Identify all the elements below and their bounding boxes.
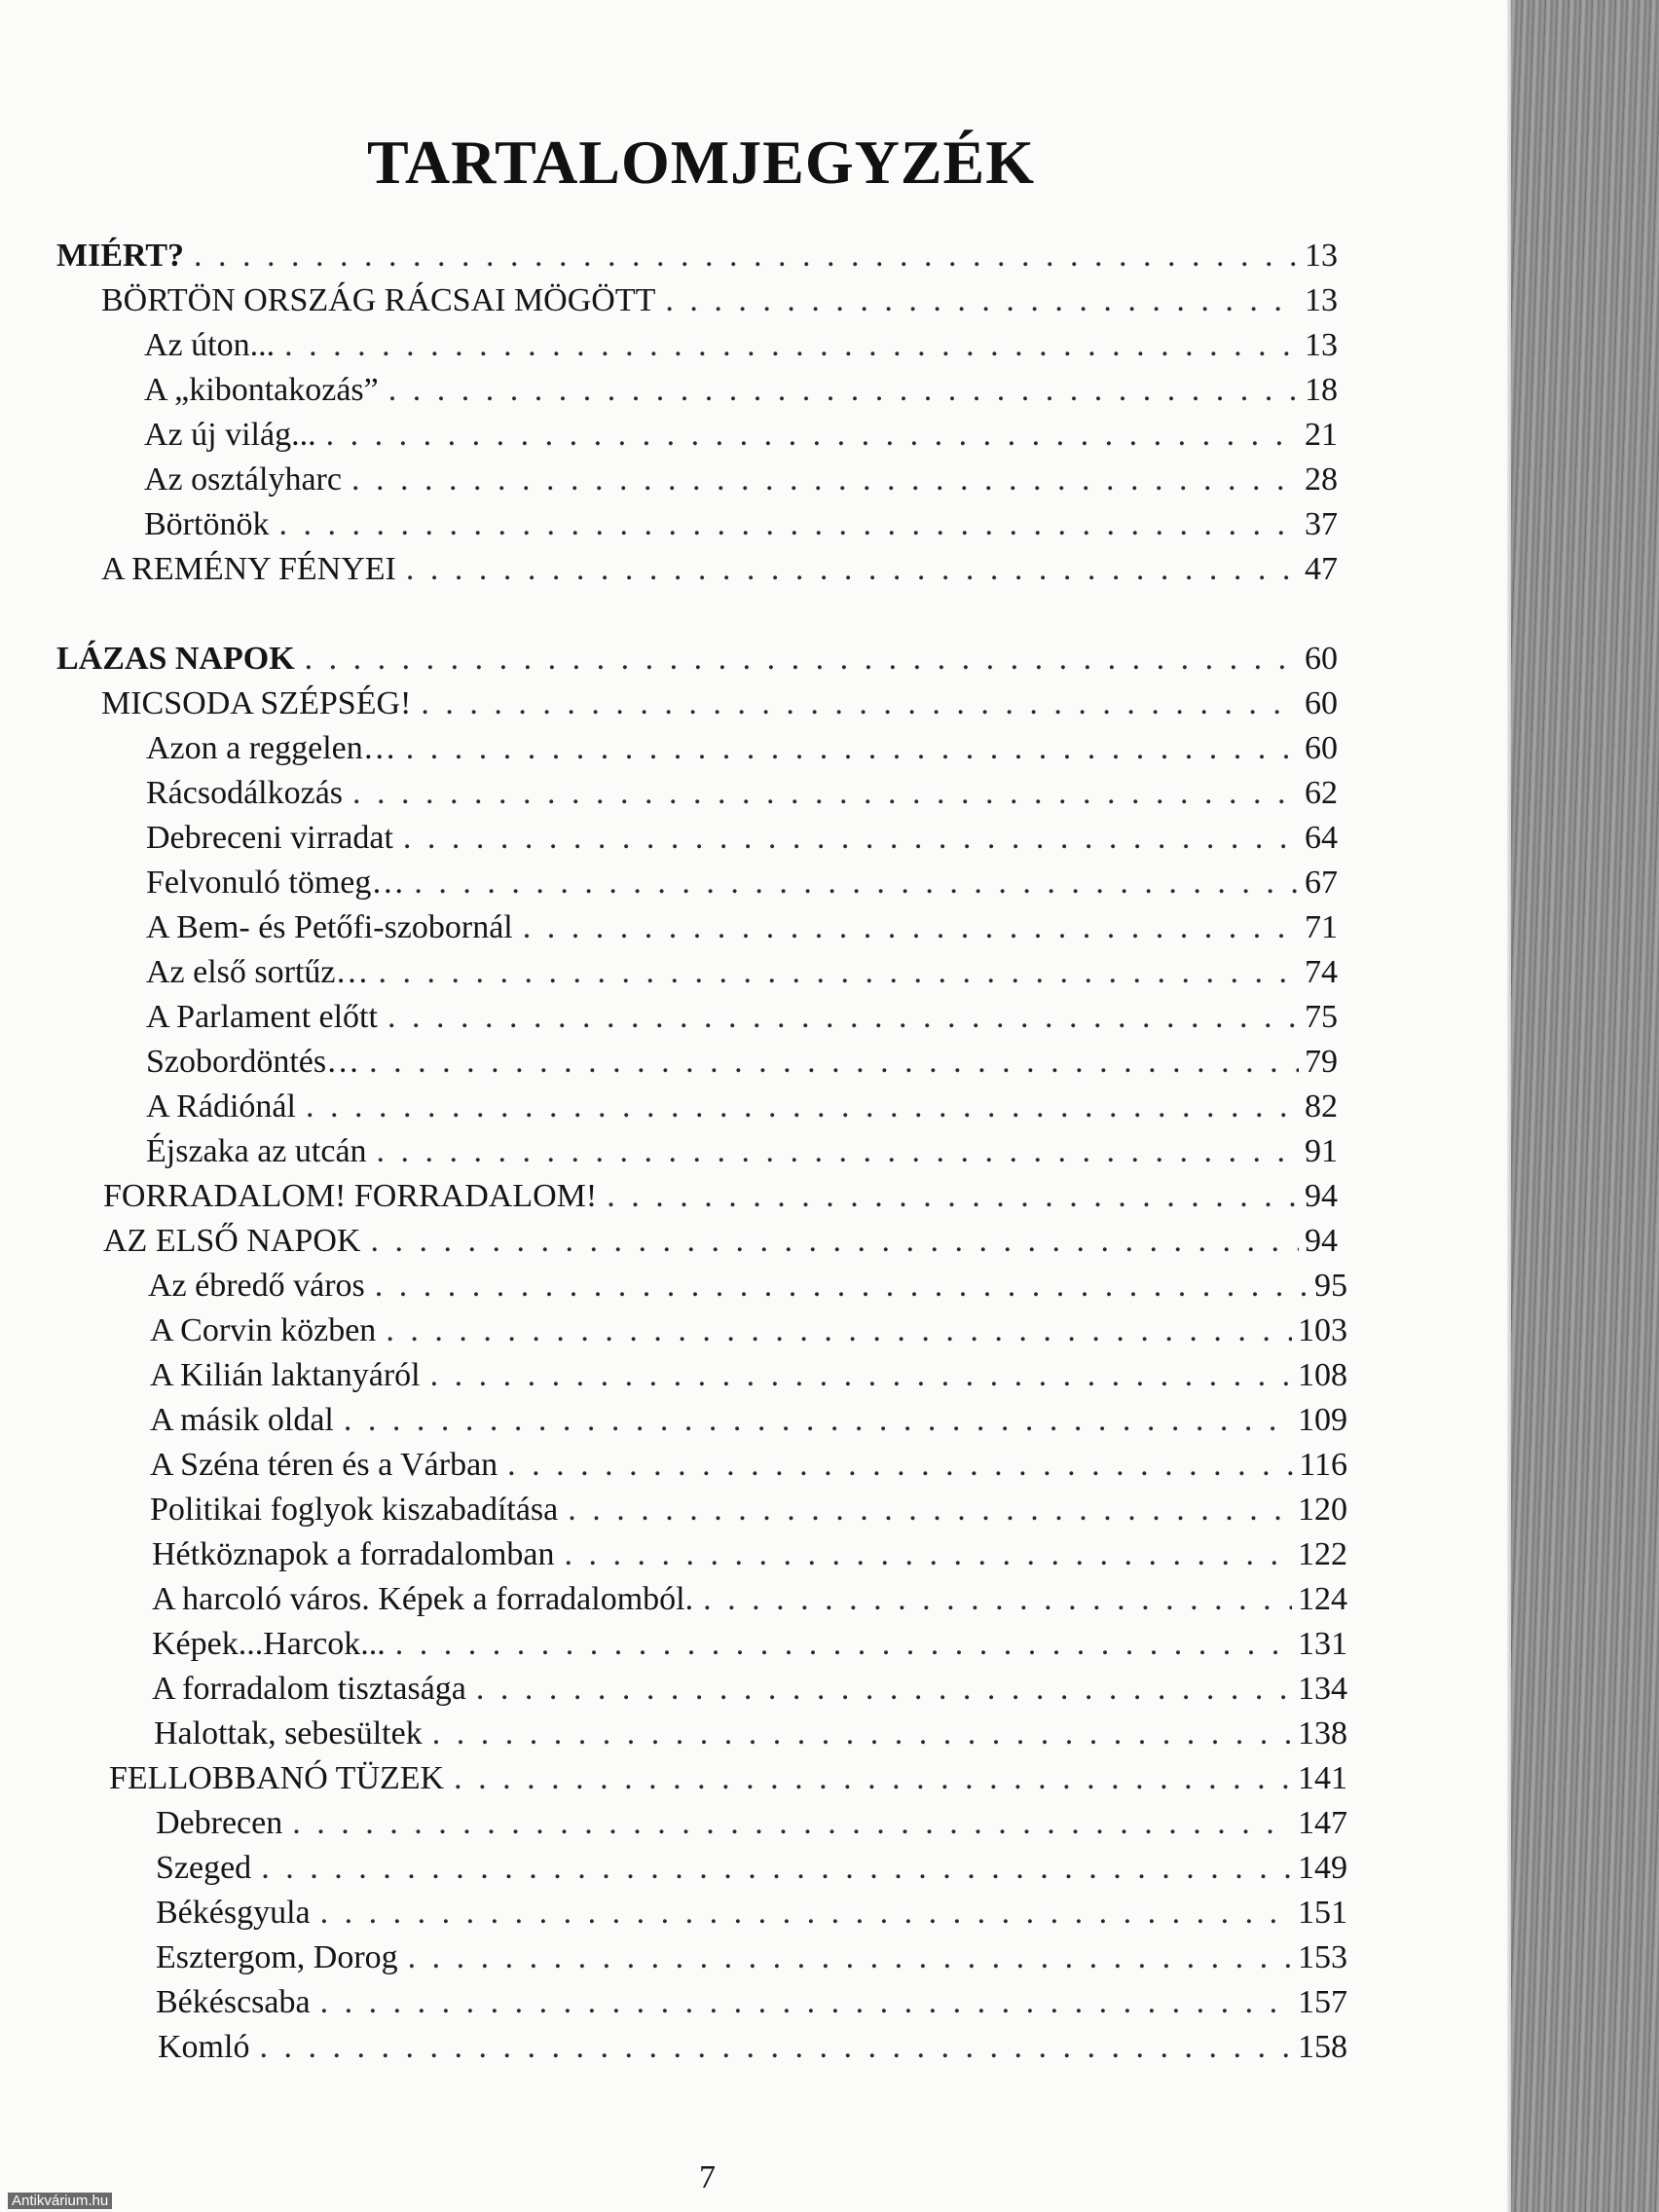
- toc-entry: [156, 1936, 1347, 1980]
- toc-entry: [103, 1174, 1338, 1219]
- toc-entry-title: FORRADALOM! FORRADALOM!: [103, 1178, 598, 1214]
- toc-entry-title: A Corvin közben: [150, 1312, 377, 1348]
- toc-entry: [158, 2025, 1347, 2070]
- toc-entry: [146, 816, 1338, 861]
- leader-dots: [568, 1488, 1292, 1532]
- leader-dots: [306, 1085, 1299, 1129]
- toc-entry-page: 134: [1298, 1671, 1347, 1707]
- toc-entry-title: A Széna téren és a Várban: [150, 1447, 498, 1483]
- leader-dots: [320, 1891, 1292, 1936]
- leader-dots: [414, 861, 1299, 905]
- toc-entry: [156, 1891, 1347, 1936]
- leader-dots: [379, 950, 1299, 995]
- toc-entry: [109, 1756, 1347, 1801]
- toc-entry: [152, 1532, 1347, 1577]
- toc-entry-page: 94: [1305, 1178, 1338, 1214]
- toc-entry: [146, 1085, 1338, 1129]
- leader-dots: [377, 1129, 1299, 1174]
- toc-entry: [146, 1040, 1338, 1085]
- toc-entry-title: Szobordöntés…: [146, 1044, 360, 1080]
- toc-entry-page: 122: [1298, 1536, 1347, 1572]
- toc-entry-page: 147: [1298, 1805, 1347, 1841]
- toc-entry: [144, 368, 1338, 413]
- leader-dots: [292, 1801, 1292, 1846]
- toc-entry-title: Politikai foglyok kiszabadítása: [150, 1492, 559, 1528]
- toc-entry: [150, 1488, 1347, 1532]
- toc-entry-page: 13: [1305, 238, 1338, 274]
- toc-entry-title: A Bem- és Petőfi-szobornál: [146, 909, 513, 945]
- toc-entry: [144, 458, 1338, 502]
- toc-entry: [150, 1353, 1347, 1398]
- toc-entry: [146, 726, 1338, 771]
- toc-entry-title: Esztergom, Dorog: [156, 1939, 398, 1975]
- leader-dots: [320, 1980, 1292, 2025]
- leader-dots: [403, 816, 1299, 861]
- toc-entry-title: Éjszaka az utcán: [146, 1133, 367, 1169]
- toc-entry-title: Békéscsaba: [156, 1984, 311, 2020]
- toc-entry-title: Halottak, sebesültek: [154, 1715, 423, 1751]
- toc-entry: [56, 637, 1338, 682]
- toc-entry-title: Felvonuló tömeg…: [146, 865, 405, 901]
- toc-entry-page: 47: [1305, 551, 1338, 587]
- toc-entry: [146, 950, 1338, 995]
- toc-entry-page: 75: [1305, 999, 1338, 1035]
- toc-entry: [144, 502, 1338, 547]
- toc-entry-title: MICSODA SZÉPSÉG!: [101, 685, 412, 721]
- leader-dots: [284, 323, 1299, 368]
- toc-entry-title: BÖRTÖN ORSZÁG RÁCSAI MÖGÖTT: [101, 282, 656, 318]
- toc-entry-page: 79: [1305, 1044, 1338, 1080]
- toc-entry-title: MIÉRT?: [56, 238, 185, 274]
- toc-entry-page: 124: [1298, 1581, 1347, 1617]
- leader-dots: [375, 1264, 1309, 1309]
- toc-entry: [146, 995, 1338, 1040]
- toc-entry: [146, 1129, 1338, 1174]
- toc-entry-title: A Parlament előtt: [146, 999, 378, 1035]
- leader-dots: [326, 413, 1299, 458]
- leader-dots: [369, 1040, 1299, 1085]
- toc-entry-page: 64: [1305, 820, 1338, 856]
- toc-entry-title: Az osztályharc: [144, 461, 342, 498]
- toc-entry: [103, 1219, 1338, 1264]
- toc-entry-page: 60: [1305, 641, 1338, 677]
- toc-entry-page: 94: [1305, 1223, 1338, 1259]
- toc-entry-page: 21: [1305, 417, 1338, 453]
- toc-entry: [146, 905, 1338, 950]
- toc-entry-page: 116: [1299, 1447, 1347, 1483]
- toc-entry-title: AZ ELSŐ NAPOK: [103, 1223, 361, 1259]
- toc-entry-title: Komló: [158, 2029, 250, 2065]
- toc-entry-title: A Kilián laktanyáról: [150, 1357, 421, 1393]
- watermark: Antikvárium.hu: [8, 2193, 112, 2209]
- leader-dots: [194, 234, 1299, 278]
- toc-entry-page: 82: [1305, 1088, 1338, 1124]
- leader-dots: [432, 1712, 1292, 1756]
- leader-dots: [344, 1398, 1292, 1443]
- toc-entry-page: 158: [1298, 2029, 1347, 2065]
- toc-entry-title: LÁZAS NAPOK: [56, 641, 295, 677]
- toc-entry: [56, 234, 1338, 278]
- toc-entry: [101, 278, 1338, 323]
- leader-dots: [278, 502, 1299, 547]
- toc-entry: [156, 1846, 1347, 1891]
- toc-entry-page: 149: [1298, 1850, 1347, 1886]
- toc-entry: [156, 1980, 1347, 2025]
- toc-entry-page: 37: [1305, 506, 1338, 542]
- toc-entry-page: 13: [1305, 327, 1338, 363]
- toc-entry: [156, 1801, 1347, 1846]
- toc-entry: [154, 1712, 1347, 1756]
- leader-dots: [523, 905, 1299, 950]
- toc-entry-page: 120: [1298, 1492, 1347, 1528]
- toc-entry-title: Az első sortűz…: [146, 954, 369, 990]
- toc-entry: [150, 1398, 1347, 1443]
- toc-entry-title: Debreceni virradat: [146, 820, 393, 856]
- toc-entry: [101, 682, 1338, 726]
- toc-entry-page: 13: [1305, 282, 1338, 318]
- leader-dots: [421, 682, 1299, 726]
- toc-entry: [146, 771, 1338, 816]
- toc-entry-page: 60: [1305, 685, 1338, 721]
- toc-entry-title: Azon a reggelen…: [146, 730, 396, 766]
- toc-entry-title: A harcoló város. Képek a forradalomból.: [152, 1581, 694, 1617]
- leader-dots: [507, 1443, 1293, 1488]
- leader-dots: [665, 278, 1299, 323]
- toc-entry-page: 62: [1305, 775, 1338, 811]
- leader-dots: [703, 1577, 1292, 1622]
- toc-entry: [144, 323, 1338, 368]
- toc-entry: [150, 1443, 1347, 1488]
- book-spine: [1511, 0, 1659, 2212]
- toc-entry-page: 103: [1298, 1312, 1347, 1348]
- toc-entry-page: 95: [1314, 1268, 1347, 1304]
- toc-entry-title: Képek...Harcok...: [152, 1626, 386, 1662]
- toc-entry: [150, 1309, 1347, 1353]
- toc-entry-page: 91: [1305, 1133, 1338, 1169]
- leader-dots: [261, 1846, 1292, 1891]
- toc-entry-page: 28: [1305, 461, 1338, 498]
- toc-entry-page: 60: [1305, 730, 1338, 766]
- leader-dots: [351, 458, 1299, 502]
- toc-entry-page: 131: [1298, 1626, 1347, 1662]
- toc-entry-page: 157: [1298, 1984, 1347, 2020]
- toc-entry-title: Hétköznapok a forradalomban: [152, 1536, 555, 1572]
- leader-dots: [454, 1756, 1292, 1801]
- toc-entry-title: Békésgyula: [156, 1895, 311, 1931]
- toc-entry-title: Börtönök: [144, 506, 270, 542]
- toc-entry-title: Az úton...: [144, 327, 276, 363]
- toc-entry-page: 141: [1298, 1760, 1347, 1796]
- toc-entry-title: A REMÉNY FÉNYEI: [101, 551, 396, 587]
- toc-entry-page: 108: [1298, 1357, 1347, 1393]
- toc-entry: [144, 413, 1338, 458]
- leader-dots: [386, 1309, 1292, 1353]
- toc-entry: [152, 1622, 1347, 1667]
- toc-entry-title: A Rádiónál: [146, 1088, 296, 1124]
- toc-entry-page: 153: [1298, 1939, 1347, 1975]
- leader-dots: [352, 771, 1299, 816]
- toc-entry-title: Az ébredő város: [148, 1268, 365, 1304]
- leader-dots: [607, 1174, 1299, 1219]
- toc-entry-title: A „kibontakozás”: [144, 372, 379, 408]
- leader-dots: [387, 995, 1299, 1040]
- toc-entry-title: Szeged: [156, 1850, 252, 1886]
- toc-entry-page: 109: [1298, 1402, 1347, 1438]
- page-number: 7: [699, 2159, 716, 2195]
- toc-entry-page: 151: [1298, 1895, 1347, 1931]
- toc-entry: [148, 1264, 1347, 1309]
- leader-dots: [388, 368, 1299, 413]
- toc-entry-title: FELLOBBANÓ TÜZEK: [109, 1760, 445, 1796]
- leader-dots: [565, 1532, 1293, 1577]
- toc-entry-page: 67: [1305, 865, 1338, 901]
- toc-entry-title: A másik oldal: [150, 1402, 334, 1438]
- toc-entry-title: Debrecen: [156, 1805, 283, 1841]
- leader-dots: [259, 2025, 1292, 2070]
- toc-entry-page: 74: [1305, 954, 1338, 990]
- toc-entry-page: 138: [1298, 1715, 1347, 1751]
- toc-entry: [152, 1667, 1347, 1712]
- leader-dots: [408, 1936, 1292, 1980]
- leader-dots: [476, 1667, 1292, 1712]
- toc-entry-page: 71: [1305, 909, 1338, 945]
- toc-entry-title: A forradalom tisztasága: [152, 1671, 466, 1707]
- leader-dots: [406, 726, 1299, 771]
- toc-entry: [146, 861, 1338, 905]
- toc-entry-title: Az új világ...: [144, 417, 316, 453]
- toc-entry: [101, 547, 1338, 592]
- leader-dots: [406, 547, 1299, 592]
- toc-entry-title: Rácsodálkozás: [146, 775, 344, 811]
- leader-dots: [305, 637, 1299, 682]
- leader-dots: [370, 1219, 1299, 1264]
- page-title: TARTALOMJEGYZÉK: [367, 128, 1035, 197]
- leader-dots: [430, 1353, 1292, 1398]
- toc-entry: [152, 1577, 1347, 1622]
- leader-dots: [395, 1622, 1292, 1667]
- toc-entry-page: 18: [1305, 372, 1338, 408]
